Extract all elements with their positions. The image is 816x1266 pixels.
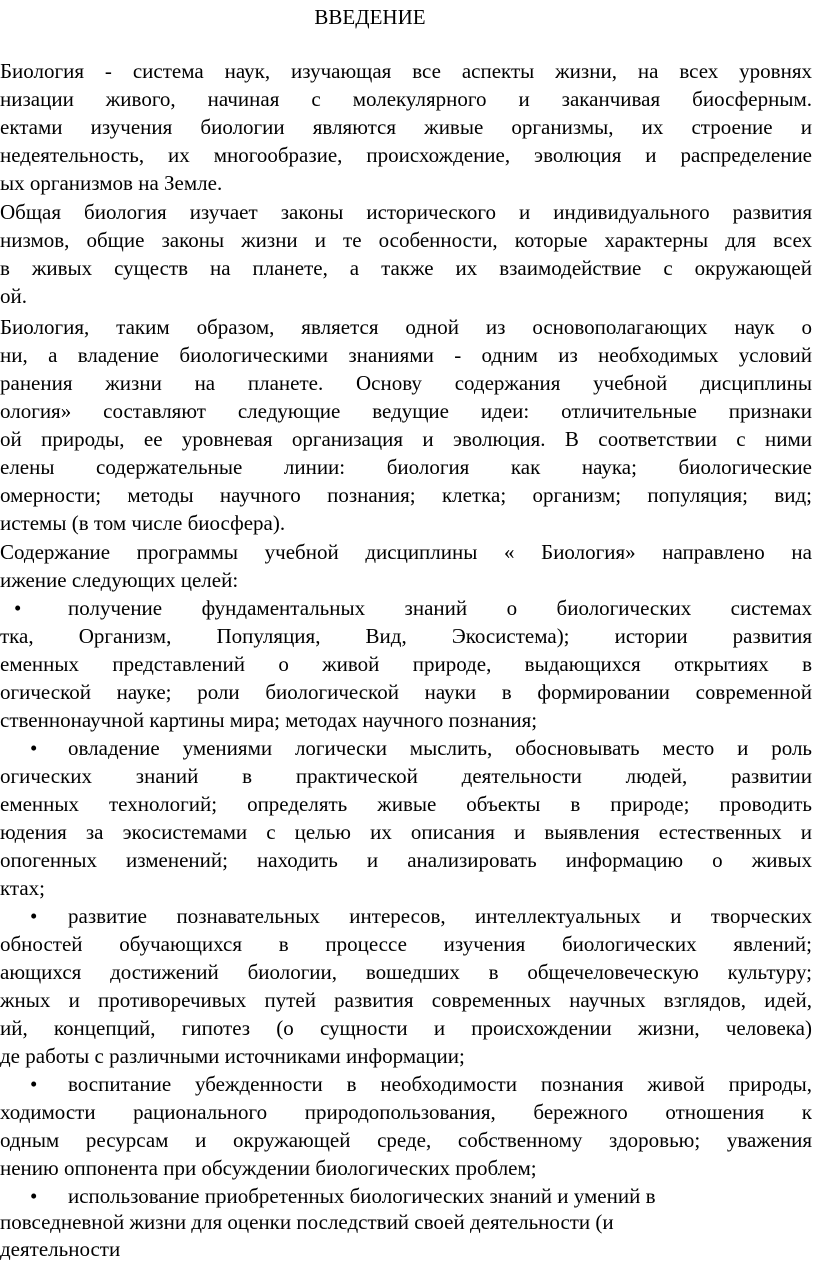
- page-title: ВВЕДЕНИЕ: [314, 5, 426, 29]
- text-line: ой.: [0, 284, 27, 308]
- bullet-icon: •: [30, 1072, 38, 1096]
- text-line: жных и противоречивых путей развития современных научных взглядов, идей,: [0, 988, 812, 1012]
- text-line: ой природы, ее уровневая организация и эволюция. В соответствии с ними: [0, 427, 812, 451]
- text-line: истемы (в том числе биосфера).: [0, 511, 286, 535]
- text-line: ектами изучения биологии являются живые организмы, их строение и: [0, 115, 812, 139]
- text-line: тка, Организм, Популяция, Вид, Экосистема); истории развития: [0, 624, 812, 648]
- text-line: ктах;: [0, 876, 46, 900]
- text-line: ственнонаучной картины мира; методах научного познания;: [0, 708, 538, 732]
- text-line: недеятельность, их многообразие, происхождение, эволюция и распределение: [0, 143, 812, 167]
- text-line: низмов, общие законы жизни и те особенности, которые характерны для всех: [0, 228, 812, 252]
- text-line: ранения жизни на планете. Основу содержания учебной дисциплины: [0, 371, 812, 395]
- text-line: Биология - система наук, изучающая все аспекты жизни, на всех уровнях: [0, 59, 812, 83]
- text-line: повседневной жизни для оценки последствий своей деятельности (и: [0, 1210, 614, 1234]
- text-line: развитие познавательных интересов, интеллектуальных и творческих: [68, 904, 812, 928]
- text-line: ающихся достижений биологии, вошедших в общечеловеческую культуру;: [0, 960, 812, 984]
- text-line: деятельности: [0, 1237, 121, 1261]
- bullet-icon: •: [14, 596, 22, 620]
- text-line: использование приобретенных биологических знаний и умений в: [68, 1184, 656, 1208]
- text-line: ых организмов на Земле.: [0, 171, 223, 195]
- text-line: Содержание программы учебной дисциплины « Биология» направлено на: [0, 540, 812, 564]
- text-line: ий, концепций, гипотез (о сущности и происхождении жизни, человека): [0, 1016, 812, 1040]
- text-line: получение фундаментальных знаний о биологических системах: [68, 596, 812, 620]
- text-line: ни, а владение биологическими знаниями - одним из необходимых условий: [0, 343, 812, 367]
- text-line: ходимости рационального природопользования, бережного отношения к: [0, 1100, 812, 1124]
- text-line: огических знаний в практической деятельности людей, развитии: [0, 764, 812, 788]
- text-line: огической науке; роли биологической науки в формировании современной: [0, 680, 812, 704]
- text-line: юдения за экосистемами с целью их описания и выявления естественных и: [0, 820, 812, 844]
- text-line: в живых существ на планете, а также их взаимодействие с окружающей: [0, 256, 812, 280]
- text-line: низации живого, начиная с молекулярного и заканчивая биосферным.: [0, 87, 812, 111]
- text-line: еменных технологий; определять живые объекты в природе; проводить: [0, 792, 812, 816]
- text-line: ология» составляют следующие ведущие идеи: отличительные признаки: [0, 399, 812, 423]
- text-line: овладение умениями логически мыслить, обосновывать место и роль: [68, 736, 812, 760]
- text-line: одным ресурсам и окружающей среде, собственному здоровью; уважения: [0, 1128, 812, 1152]
- text-line: обностей обучающихся в процессе изучения биологических явлений;: [0, 932, 812, 956]
- text-line: ижение следующих целей:: [0, 568, 239, 592]
- bullet-icon: •: [30, 904, 38, 928]
- text-line: елены содержательные линии: биология как наука; биологические: [0, 455, 812, 479]
- text-line: воспитание убежденности в необходимости познания живой природы,: [68, 1072, 812, 1096]
- text-line: де работы с различными источниками информации;: [0, 1044, 465, 1068]
- bullet-icon: •: [30, 1184, 38, 1208]
- text-line: еменных представлений о живой природе, выдающихся открытиях в: [0, 652, 812, 676]
- text-line: нению оппонента при обсуждении биологических проблем;: [0, 1156, 537, 1180]
- text-line: омерности; методы научного познания; клетка; организм; популяция; вид;: [0, 483, 812, 507]
- bullet-icon: •: [30, 736, 38, 760]
- text-line: Общая биология изучает законы исторического и индивидуального развития: [0, 200, 812, 224]
- text-line: Биология, таким образом, является одной из основополагающих наук о: [0, 315, 812, 339]
- text-line: опогенных изменений; находить и анализировать информацию о живых: [0, 848, 812, 872]
